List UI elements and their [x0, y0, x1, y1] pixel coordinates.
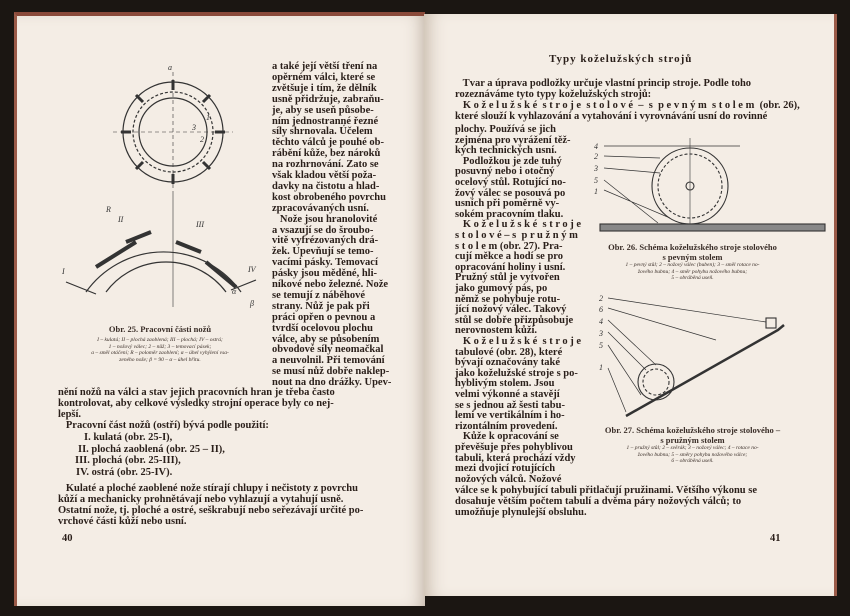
body-text-line: obvodové síly neomačkal	[272, 344, 384, 356]
body-text-line: opracování holiny i usní.	[455, 261, 566, 273]
body-text-line: se musí nůž dobře naklep-	[272, 366, 390, 378]
body-text-line: K o ž e l u ž s k é s t r o j e s t o l o v é – s p e v n ý m s t o l e m (obr. 26),	[455, 100, 800, 111]
fig26-label-4: 4	[594, 142, 598, 151]
body-text-line: tabuli, která prochází vždy	[455, 452, 576, 464]
list-item: IV. ostrá (obr. 25-IV).	[76, 466, 173, 478]
body-text-line: kontrolovat, aby celkové výsledky strojní operace byly co nej-	[58, 397, 334, 409]
body-text-line: vitě vyfrézovaných drá-	[272, 235, 379, 247]
fig25-label-III: III	[196, 220, 204, 229]
figure-25-drawing	[56, 62, 266, 312]
body-text-line: rábění kůže, bez nároků	[272, 148, 381, 160]
body-text-line: s t o l o v é – s p r u ž n ý m	[455, 230, 578, 241]
figure-25-caption	[52, 324, 268, 363]
body-text-line: strany. Nůž je pak při	[272, 300, 370, 312]
body-text-line: vrchové části kůží nebo usní.	[58, 515, 187, 527]
body-text-line: K o ž e l u ž s k é s t r o j e	[455, 219, 582, 231]
body-text-line: nění nožů na válci a stav jejich pracovních hran je třeba často	[58, 387, 335, 398]
body-text-line: hyblivým stolem. Jsou	[455, 378, 555, 390]
figure-25-legend-line: I – kulatá; II – plochá zaoblená; III – plochá; IV – ostrá;	[97, 337, 223, 343]
body-text-line: níkové nebo železné. Nože	[272, 279, 389, 290]
fig26-label-2: 2	[594, 152, 598, 161]
figure-26-title-2: s pevným stolem	[662, 252, 723, 262]
body-text-line: převěšuje přes pohyblivou	[455, 442, 573, 453]
body-text-line: ocelový stůl. Rotující no-	[455, 177, 566, 188]
fig25-label-2: 2	[200, 135, 204, 144]
figure-26-drawing	[590, 138, 830, 238]
body-text-line: žek. Upevňují se temo-	[272, 246, 374, 258]
page-number-right: 41	[770, 533, 781, 544]
fig25-label-I: I	[62, 267, 65, 276]
body-text-line: stůl se dobře přizpůsobuje	[455, 314, 574, 326]
body-text-line: pásky jsou měděné, hli-	[272, 268, 378, 280]
fig26-label-1: 1	[594, 187, 598, 196]
body-text-line: Ostatní nože, tj. ploché a ostré, seškrabují nebo seřezávají určité po-	[58, 504, 364, 516]
body-text-line: jící nožový válec. Takový	[455, 304, 567, 316]
body-text-line: síly shrnovala. Účelem	[272, 126, 373, 138]
body-text-line: se temují z náběhové	[272, 289, 366, 301]
figure-25-title: Obr. 25. Pracovní části nožů	[108, 324, 212, 334]
figure-25-legend-line: a – směl otáčení; R – poloměr zaoblení; α – úhel vyhýlení vsa-	[91, 350, 229, 356]
body-text-line: nožových válců. Nožové	[455, 473, 562, 485]
body-text-line: tvrdší ocelovou plochu	[272, 322, 373, 334]
body-text-line: zpracovávaných usní.	[272, 202, 369, 214]
body-text-line: žový válec se posouvá po	[455, 187, 566, 199]
body-text-line: zvětšuje i tím, že dělník	[272, 82, 377, 94]
figure-26-title: Obr. 26. Schéma koželužského stroje stolového	[608, 242, 777, 252]
body-text-line: zejména pro vyrážení těž-	[455, 134, 571, 146]
list-item: I. kulatá (obr. 25-I),	[84, 432, 173, 443]
body-text-line: usních při poměrně vy-	[455, 198, 560, 210]
body-text-line: ním jednostranné řezné	[272, 115, 379, 127]
fig25-label-a: a	[168, 63, 172, 72]
body-text-line: jako gumový pás, po	[455, 283, 548, 294]
fig25-label-beta: β	[250, 299, 254, 308]
body-text-line: davky na čistotu a hlad-	[272, 180, 380, 192]
body-text-line: a vsazují se do šroubo-	[272, 224, 374, 236]
body-text-line: posuvný nebo i otočný	[455, 166, 555, 178]
body-text-line: kost obrobeného povrchu	[272, 191, 386, 203]
body-text-line: dosahuje větším počtem tabulí a dvěma páry nožových válců; to	[455, 495, 742, 507]
body-text-line: sokém pracovním tlaku.	[455, 208, 564, 220]
body-text-line: na rozhrnování. Zato se	[272, 159, 379, 171]
body-text-line: které slouží k vyhlazování a vytahování i vyrovnávání usní do rovinné	[455, 111, 768, 122]
fig27-label-4: 4	[599, 317, 603, 326]
body-text-line: Kulaté a ploché zaoblené nože stírají chlupy i nečistoty z povrchu	[58, 483, 358, 494]
fig27-label-3: 3	[599, 329, 603, 338]
body-text-line: válce, aby se působením	[272, 333, 380, 345]
fig26-label-5: 5	[594, 176, 598, 185]
figure-26-caption	[590, 242, 795, 282]
body-text-line: a neuvolnil. Při temování	[272, 355, 385, 367]
body-text-line: rozeznáváme tyto typy koželužských strojů:	[455, 89, 652, 100]
figure-27-legend-line: 6 – obráběná useň.	[671, 458, 714, 464]
figure-26-legend-line: 5 – obráběná useň.	[671, 275, 714, 281]
body-text-line: tabulové (obr. 28), které	[455, 346, 563, 358]
body-text-line: bývají označovány také	[455, 357, 560, 369]
body-text-line: mezi dvojicí rotujících	[455, 463, 556, 475]
body-text-line: s t o l e m (obr. 27). Pra-	[455, 240, 563, 252]
fig25-label-II: II	[118, 215, 124, 224]
page-number-left: 40	[62, 533, 73, 544]
figure-25-legend-line: zeného nože; β = 90 – α – úhel břitu.	[119, 356, 201, 363]
body-text-line: nerovnostem kůží.	[455, 325, 538, 337]
fig27-label-5: 5	[599, 341, 603, 350]
fig25-label-IV: IV	[248, 265, 256, 274]
figure-27-drawing	[596, 290, 796, 422]
body-text-line: Podložkou je zde tuhý	[455, 155, 562, 167]
figure-27-title-2: s pružným stolem	[660, 435, 725, 445]
body-text-line: kůží a mechanicky prohnětávají nebo vyhlazují a vytahují usně.	[58, 493, 344, 505]
page-heading: Typy koželužských strojů	[549, 53, 693, 65]
list-item: III. plochá (obr. 25-III),	[75, 455, 181, 466]
fig27-label-2: 2	[599, 294, 603, 303]
body-text-line: velmi výkonné a stavějí	[455, 389, 560, 400]
body-text-line: Pružný stůl je vytvořen	[455, 272, 560, 284]
body-text-line: válce se k pohybující tabuli přitlačují pružinami. Většího výkonu se	[455, 485, 758, 496]
body-text-line: Nože jsou hranolovité	[272, 213, 378, 225]
body-text-line: usně přidržuje, zabraňu-	[272, 93, 384, 105]
body-text-line: se s jednou až šesti tabu-	[455, 399, 565, 411]
list-item: II. plochá zaoblená (obr. 25 – II),	[78, 443, 225, 455]
body-text-line: těchto válců je pouhé ob-	[272, 137, 384, 149]
body-text-line: lemi ve vertikálním i ho-	[455, 410, 565, 422]
fig27-label-6: 6	[599, 305, 603, 314]
body-text-line: opěrném válci, které se	[272, 71, 376, 83]
fig25-label-R: R	[106, 205, 111, 214]
body-text-line: Pracovní část nožů (ostří) bývá podle použití:	[58, 419, 269, 431]
body-text-line: cují měkce a hodí se pro	[455, 251, 564, 263]
body-text-line: je, aby se useň působe-	[272, 104, 374, 116]
fig27-label-1: 1	[599, 363, 603, 372]
figure-26-legend-line: žového bubnu; 4 – směr pohybu nožového bubnu;	[637, 268, 748, 275]
body-text-line: vacími pásky. Temovací	[272, 257, 378, 269]
fig25-label-1: 1	[206, 113, 210, 122]
figure-27-legend-line: 1 – pružný stůl; 2 – svěrák; 3 – nožový válec; 4 – rotace no-	[626, 445, 759, 451]
body-text-line: Kůže k opracování se	[455, 431, 559, 443]
figure-26-legend-line: 1 – pevný stůl; 2 – nožový válec (buben); 3 – směl rotace no-	[625, 262, 760, 268]
fig26-label-3: 3	[594, 164, 598, 173]
body-text-line: kých technických usní.	[455, 145, 557, 157]
figure-25-legend-line: 1 – nožový válec; 2 – nůž; 3 – temovací pásek;	[108, 343, 212, 350]
body-text-line: jako koželužské stroje s po-	[455, 367, 578, 379]
body-text-line: však kladou větší poža-	[272, 170, 377, 181]
body-text-line: K o ž e l u ž s k é s t r o j e	[455, 336, 582, 347]
figure-27-legend-line: žového bubnu; 5 – směry pohybu nožového válce;	[637, 451, 748, 458]
body-text-line: němž se pohybuje rotu-	[455, 293, 561, 305]
body-text-line: rizontálním provedení.	[455, 420, 558, 432]
fig25-label-3: 3	[192, 123, 196, 132]
body-text-line: práci opřen o pevnou a	[272, 311, 376, 323]
figure-27-title: Obr. 27. Schéma koželužského stroje stolového –	[604, 425, 781, 435]
body-text-line: plochy. Používá se jich	[455, 124, 556, 135]
body-text-line: nout na dno drážky. Upev-	[272, 377, 392, 389]
figure-27-caption	[590, 425, 795, 465]
body-text-line: umožňuje plynulejší obsluhu.	[455, 506, 587, 518]
body-text-line: a také její větší tření na	[272, 61, 378, 72]
fig25-label-alpha: α	[232, 287, 237, 296]
body-text-line: lepší.	[58, 408, 82, 420]
body-text-line: Tvar a úprava podložky určuje vlastní princip stroje. Podle toho	[455, 78, 752, 89]
